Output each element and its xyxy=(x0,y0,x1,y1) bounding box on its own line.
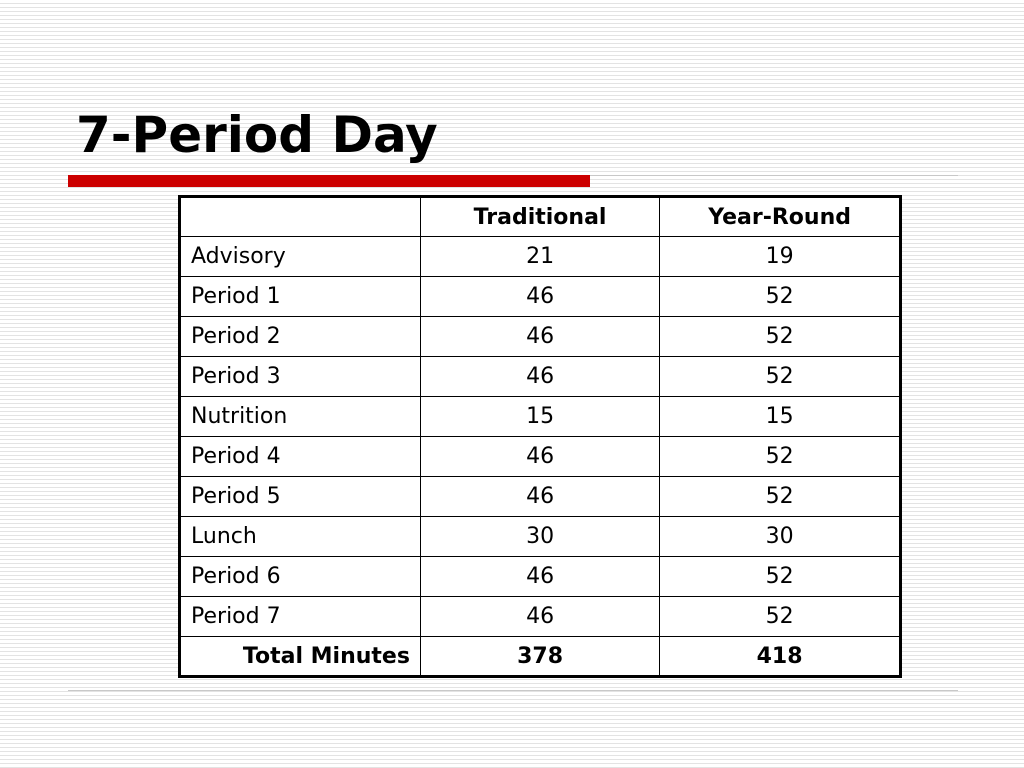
table-row xyxy=(180,357,901,397)
traditional-minutes: 30 xyxy=(420,517,659,557)
row-label: Lunch xyxy=(180,517,421,557)
traditional-minutes: 46 xyxy=(420,597,659,637)
table-row xyxy=(180,557,901,597)
traditional-minutes: 15 xyxy=(420,397,659,437)
year-round-minutes: 52 xyxy=(660,357,901,397)
table-row xyxy=(180,477,901,517)
schedule-table xyxy=(178,195,902,678)
table-row xyxy=(180,397,901,437)
row-label: Period 2 xyxy=(180,317,421,357)
row-label: Period 7 xyxy=(180,597,421,637)
row-label: Period 6 xyxy=(180,557,421,597)
year-round-minutes: 52 xyxy=(660,277,901,317)
slide-title: 7-Period Day xyxy=(76,106,438,164)
year-round-total: 418 xyxy=(660,637,901,677)
traditional-minutes: 46 xyxy=(420,357,659,397)
row-label: Period 3 xyxy=(180,357,421,397)
total-row xyxy=(180,637,901,677)
row-label: Nutrition xyxy=(180,397,421,437)
year-round-minutes: 15 xyxy=(660,397,901,437)
traditional-minutes: 21 xyxy=(420,237,659,277)
row-label: Advisory xyxy=(180,237,421,277)
table-header-row xyxy=(180,197,901,237)
traditional-minutes: 46 xyxy=(420,557,659,597)
table-row xyxy=(180,277,901,317)
year-round-minutes: 52 xyxy=(660,557,901,597)
column-header-label xyxy=(180,197,421,237)
year-round-minutes: 30 xyxy=(660,517,901,557)
column-header-traditional: Traditional xyxy=(420,197,659,237)
traditional-minutes: 46 xyxy=(420,477,659,517)
year-round-minutes: 19 xyxy=(660,237,901,277)
table-row xyxy=(180,237,901,277)
year-round-minutes: 52 xyxy=(660,437,901,477)
table-row xyxy=(180,317,901,357)
traditional-minutes: 46 xyxy=(420,277,659,317)
title-underline xyxy=(590,175,958,176)
year-round-minutes: 52 xyxy=(660,477,901,517)
year-round-minutes: 52 xyxy=(660,597,901,637)
table-row xyxy=(180,597,901,637)
table-row xyxy=(180,437,901,477)
total-label: Total Minutes xyxy=(180,637,421,677)
title-accent-bar xyxy=(68,175,590,187)
traditional-total: 378 xyxy=(420,637,659,677)
row-label: Period 1 xyxy=(180,277,421,317)
row-label: Period 4 xyxy=(180,437,421,477)
row-label: Period 5 xyxy=(180,477,421,517)
traditional-minutes: 46 xyxy=(420,317,659,357)
footer-rule xyxy=(68,690,958,691)
year-round-minutes: 52 xyxy=(660,317,901,357)
traditional-minutes: 46 xyxy=(420,437,659,477)
column-header-year-round: Year-Round xyxy=(660,197,901,237)
table-row xyxy=(180,517,901,557)
